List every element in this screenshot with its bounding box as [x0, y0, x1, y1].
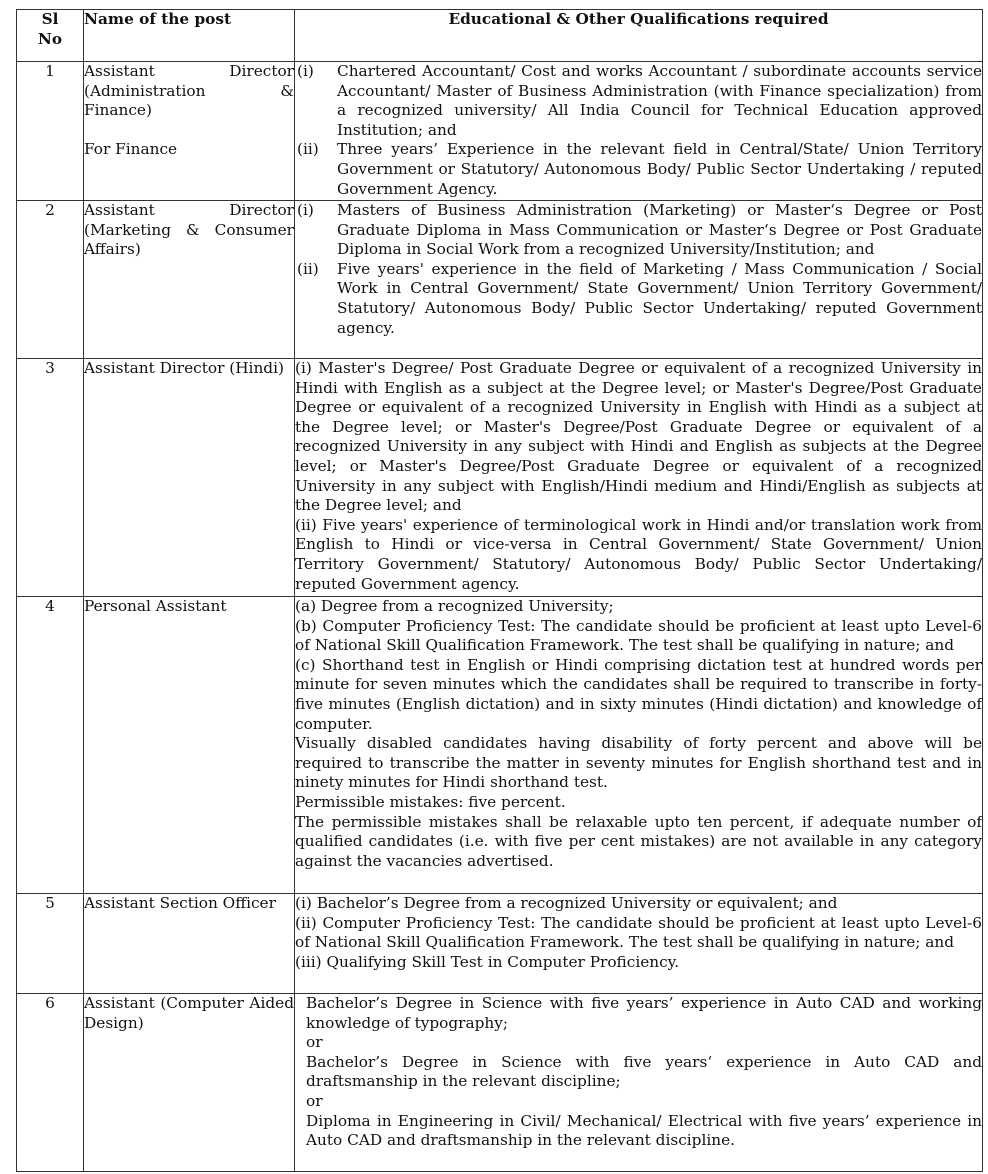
table-row — [17, 597, 983, 894]
post-name: Assistant Director (Hindi) — [84, 359, 284, 377]
qualification-item — [297, 260, 982, 338]
qualification-paragraph: The permissible mistakes shall be relaxable upto ten percent, if adequate number of qualified candidates (i.e. with five per cent mistakes) are not available in any category against the vacancies advertised. — [295, 812, 982, 870]
qualification-item — [297, 140, 982, 199]
qualification-paragraph: Diploma in Engineering in Civil/ Mechanical/ Electrical with five years’ experience in Auto CAD and draftsmanship in the relevant discipline. — [306, 1111, 982, 1150]
qualifications-cell — [295, 597, 983, 894]
item-marker: (ii) — [297, 140, 319, 159]
post-name: Assistant (Computer Aided Design) — [84, 994, 294, 1032]
item-marker: (ii) — [297, 259, 319, 278]
qualification-paragraph: Permissible mistakes: five percent. — [295, 792, 566, 811]
post-name-cell — [84, 359, 295, 597]
table-row — [17, 359, 983, 597]
post-name: Assistant Section Officer — [84, 894, 276, 912]
post-name-cell — [84, 994, 295, 1172]
item-text: Chartered Accountant/ Cost and works Accountant / subordinate accounts service Accountant/ Master of Business Administration (with Finance specialization) from a recognized university/ All India Council for Technical Education approved Institution; and — [337, 62, 982, 139]
qualifications-cell — [295, 201, 983, 359]
row-number: 2 — [17, 201, 84, 359]
header-sl-no: Sl No — [17, 10, 84, 62]
qualifications-cell — [295, 359, 983, 597]
qualification-paragraph: Bachelor’s Degree in Science with five years’ experience in Auto CAD and working knowledge of typography; — [306, 994, 982, 1032]
row-number: 6 — [17, 994, 84, 1172]
item-marker: (i) — [297, 201, 314, 219]
table-row — [17, 994, 983, 1172]
row-number: 3 — [17, 359, 84, 597]
qualification-separator: or — [306, 1091, 323, 1110]
qualification-separator: or — [306, 1033, 323, 1052]
row-number: 5 — [17, 894, 84, 994]
qualifications-cell — [295, 62, 983, 201]
post-name: Assistant Director (Marketing & Consumer Affairs) — [84, 201, 294, 259]
row-number: 4 — [17, 597, 84, 894]
qualifications-cell — [295, 994, 983, 1172]
item-marker: (i) — [297, 62, 314, 80]
post-name-cell — [84, 597, 295, 894]
qualification-item — [297, 62, 982, 140]
post-name-cell — [84, 62, 295, 201]
qualification-paragraph: (ii) Computer Proficiency Test: The candidate should be proficient at least upto Level-6 of National Skill Qualification Framework. The test shall be qualifying in nature; and — [295, 913, 982, 952]
post-name-cell — [84, 201, 295, 359]
qualification-paragraph: (a) Degree from a recognized University; — [295, 597, 614, 615]
header-qualifications: Educational & Other Qualifications required — [295, 10, 983, 62]
row-number: 1 — [17, 62, 84, 201]
post-name-note: For Finance — [84, 140, 178, 159]
table-row — [17, 894, 983, 994]
qualification-paragraph: (i) Bachelor’s Degree from a recognized University or equivalent; and — [295, 894, 838, 912]
item-text: Masters of Business Administration (Marketing) or Master‘s Degree or Post Graduate Diploma in Mass Communication or Master‘s Degree or Post Graduate Diploma in Social Work from a recognized University/Institution; and — [337, 201, 982, 259]
qualification-paragraph: (b) Computer Proficiency Test: The candidate should be proficient at least upto Level-6 of National Skill Qualification Framework. The test shall be qualifying in nature; and — [295, 616, 982, 655]
qualification-item — [297, 201, 982, 260]
qualification-paragraph: (i) Master's Degree/ Post Graduate Degree or equivalent of a recognized University in Hindi with English as a subject at the Degree level; or Master's Degree/Post Graduate Degree or equivalent of a recognized University in English with Hindi as a subject at the Degree level; or Master's Degree/Post Graduate Degree or equivalent of a recognized University in any subject with Hindi and English as subjects at the Degree level; or Master's Degree/Post Graduate Degree or equivalent of a recognized University in any subject with English/Hindi medium and Hindi/English as subjects at the Degree level; and — [295, 359, 982, 515]
table-row — [17, 62, 983, 201]
item-text: Three years’ Experience in the relevant field in Central/State/ Union Territory Government or Statutory/ Autonomous Body/ Public Sector Undertaking / reputed Government Agency. — [337, 140, 982, 198]
qualification-paragraph: (ii) Five years' experience of terminological work in Hindi and/or translation work from English to Hindi or vice-versa in Central Government/ State Government/ Union Territory Government/ Statutory/ Autonomous Body/ Public Sector Undertaking/ reputed Government agency. — [295, 515, 982, 593]
qualification-paragraph: (iii) Qualifying Skill Test in Computer Proficiency. — [295, 952, 680, 971]
qualification-paragraph: Visually disabled candidates having disability of forty percent and above will be required to transcribe the matter in seventy minutes for English shorthand test and in ninety minutes for Hindi shorthand test. — [295, 734, 982, 792]
item-text: Five years' experience in the field of Marketing / Mass Communication / Social Work in Central Government/ State Government/ Union Territory Government/ Statutory/ Autonomous Body/ Public Sector Undertaking/ reputed Government agency. — [337, 259, 982, 337]
post-name: Assistant Director (Administration & Finance) — [84, 62, 294, 120]
post-name-cell — [84, 894, 295, 994]
table-row — [17, 201, 983, 359]
post-name: Personal Assistant — [84, 597, 227, 615]
header-post-name: Name of the post — [84, 10, 295, 62]
qualification-paragraph: (c) Shorthand test in English or Hindi comprising dictation test at hundred words per minute for seven minutes which the candidates shall be required to transcribe in forty-five minutes (English dictation) and in sixty minutes (Hindi dictation) and knowledge of computer. — [295, 655, 982, 733]
qualification-paragraph: Bachelor’s Degree in Science with five years‘ experience in Auto CAD and draftsmanship in the relevant discipline; — [306, 1052, 982, 1091]
qualifications-cell — [295, 894, 983, 994]
table-header-row — [17, 10, 983, 62]
qualifications-table — [16, 9, 983, 1172]
